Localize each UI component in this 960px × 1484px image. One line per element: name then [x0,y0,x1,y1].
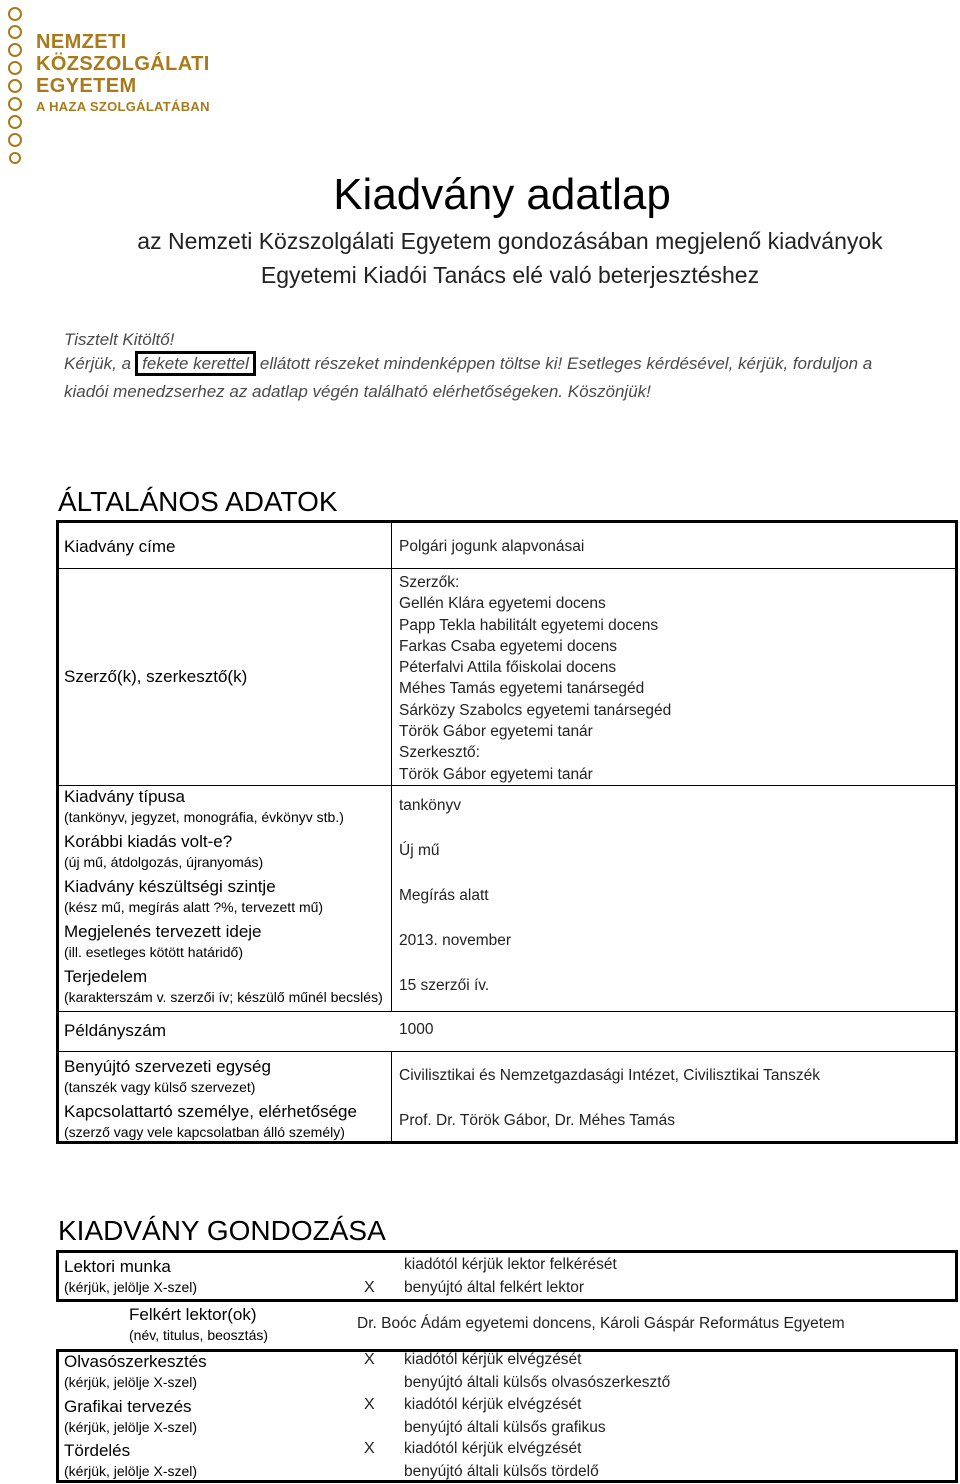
label-requested-sub: (név, titulus, beosztás) [129,1327,269,1343]
label-copyediting-sub: (kérjük, jelölje X-szel) [64,1374,198,1390]
value-publication-date[interactable]: 2013. november [399,932,512,949]
label-copyediting [64,1352,207,1390]
label-previous-main: Korábbi kiadás volt-e? [64,832,233,851]
label-publication-main: Megjelenés tervezett ideje [64,922,262,941]
author-line: Török Gábor egyetemi tanár [399,723,593,741]
copyediting-option-1-mark[interactable]: X [364,1351,375,1368]
value-copies[interactable]: 1000 [399,1021,434,1038]
label-publication-date [64,922,262,960]
instruction-boxed-text: fekete kerettel [135,351,256,376]
label-typesetting [64,1441,197,1479]
copyediting-option-1-text: kiadótól kérjük elvégzését [404,1351,582,1368]
instruction-after: ellátott részeket mindenképpen töltse ki! Esetleges kérdésével, kérjük, forduljon a [259,354,873,373]
instruction-before: Kérjük, a [64,354,132,373]
author-line: Gellén Klára egyetemi docens [399,595,606,613]
instruction-line-2: kiadói menedzserhez az adatlap végén található elérhetőségeken. Köszönjük! [64,382,651,401]
author-line: Papp Tekla habilitált egyetemi docens [399,616,659,634]
value-type[interactable]: tankönyv [399,797,462,814]
typesetting-option-2-text: benyújtó általi külsős tördelő [404,1463,599,1480]
copyediting-option-2-text: benyújtó általi külsős olvasószerkesztő [404,1374,671,1391]
logo-line-1: NEMZETI [36,31,127,53]
value-title[interactable]: Polgári jogunk alapvonásai [399,538,585,555]
author-line: Méhes Tamás egyetemi tanársegéd [399,680,645,698]
label-graphic-main: Grafikai tervezés [64,1397,192,1416]
label-copies: Példányszám [64,1021,167,1040]
review-option-1-text: kiadótól kérjük lektor felkérését [404,1256,617,1273]
label-contact-main: Kapcsolattartó személye, elérhetősége [64,1102,357,1121]
label-organization [64,1057,271,1095]
section-heading-editing: KIADVÁNY GONDOZÁSA [58,1215,386,1246]
label-review-main: Lektori munka [64,1257,171,1276]
graphic-option-1-mark[interactable]: X [364,1396,375,1413]
row-separator [59,785,955,786]
author-line: Szerkesztő: [399,744,480,762]
logo-line-4: A HAZA SZOLGÁLATÁBAN [36,99,210,114]
row-separator [59,568,955,569]
logo-line-3: EGYETEM [36,75,137,97]
label-readiness [64,877,323,915]
label-title: Kiadvány címe [64,537,176,556]
label-copyediting-main: Olvasószerkesztés [64,1352,207,1371]
value-organization[interactable]: Civilisztikai és Nemzetgazdasági Intézet, Civilisztikai Tanszék [399,1067,820,1084]
value-authors[interactable] [399,572,671,785]
value-previous-edition[interactable]: Új mű [399,842,440,859]
label-typesetting-sub: (kérjük, jelölje X-szel) [64,1463,198,1479]
label-review-sub: (kérjük, jelölje X-szel) [64,1279,198,1295]
label-previous-edition [64,832,263,870]
label-graphic-sub: (kérjük, jelölje X-szel) [64,1419,198,1435]
review-option-2-text: benyújtó által felkért lektor [404,1279,585,1296]
label-requested-reviewer [129,1305,268,1343]
author-line: Farkas Csaba egyetemi docens [399,637,617,655]
author-line: Szerzők: [399,574,460,591]
value-contact[interactable]: Prof. Dr. Török Gábor, Dr. Méhes Tamás [399,1112,675,1129]
label-extent-sub: (karakterszám v. szerzői ív; készülő műnél becslés) [64,989,383,1005]
row-separator [59,1011,955,1012]
section-heading-general: ÁLTALÁNOS ADATOK [58,486,338,517]
typesetting-option-1-text: kiadótól kérjük elvégzését [404,1440,582,1457]
university-logo [36,32,210,113]
label-organization-main: Benyújtó szervezeti egység [64,1057,271,1076]
column-divider [391,1051,392,1141]
greeting-text: Tisztelt Kitöltő! [64,330,175,349]
logo-ornament-icon [6,4,24,164]
label-contact-sub: (szerző vagy vele kapcsolatban álló személy) [64,1124,345,1140]
review-option-2-mark[interactable]: X [364,1279,375,1296]
instruction-line-1 [64,354,872,374]
label-extent-main: Terjedelem [64,967,148,986]
label-previous-sub: (új mű, átdolgozás, újranyomás) [64,854,264,870]
subtitle-line-1: az Nemzeti Közszolgálati Egyetem gondozásában megjelenő kiadványok [137,228,883,254]
page-title: Kiadvány adatlap [333,170,671,219]
label-type-sub: (tankönyv, jegyzet, monográfia, évkönyv stb.) [64,809,344,825]
label-requested-main: Felkért lektor(ok) [129,1305,257,1324]
label-type [64,787,344,825]
author-line: Török Gábor egyetemi tanár [399,765,593,783]
value-readiness[interactable]: Megírás alatt [399,887,489,904]
typesetting-option-1-mark[interactable]: X [364,1440,375,1457]
value-requested-reviewer[interactable]: Dr. Boóc Ádám egyetemi doncens, Károli Gáspár Református Egyetem [357,1315,845,1332]
label-typesetting-main: Tördelés [64,1441,131,1460]
label-publication-sub: (ill. esetleges kötött határidő) [64,944,243,960]
label-readiness-main: Kiadvány készültségi szintje [64,877,276,896]
label-graphic-design [64,1397,197,1435]
subtitle-line-2: Egyetemi Kiadói Tanács elé való beterjesztéshez [260,262,760,288]
column-divider [391,523,392,1011]
label-review [64,1257,197,1295]
label-extent [64,967,383,1005]
label-readiness-sub: (kész mű, megírás alatt ?%, tervezett mű) [64,899,324,915]
label-type-main: Kiadvány típusa [64,787,185,806]
value-extent[interactable]: 15 szerzői ív. [399,977,490,994]
label-contact [64,1102,357,1140]
label-authors: Szerző(k), szerkesztő(k) [64,667,248,686]
author-line: Sárközy Szabolcs egyetemi tanársegéd [399,701,672,719]
graphic-option-2-text: benyújtó általi külsős grafikus [404,1419,606,1436]
row-separator [59,1051,955,1052]
label-organization-sub: (tanszék vagy külső szervezet) [64,1079,256,1095]
graphic-option-1-text: kiadótól kérjük elvégzését [404,1396,582,1413]
author-line: Péterfalvi Attila főiskolai docens [399,659,617,677]
logo-line-2: KÖZSZOLGÁLATI [36,53,210,75]
